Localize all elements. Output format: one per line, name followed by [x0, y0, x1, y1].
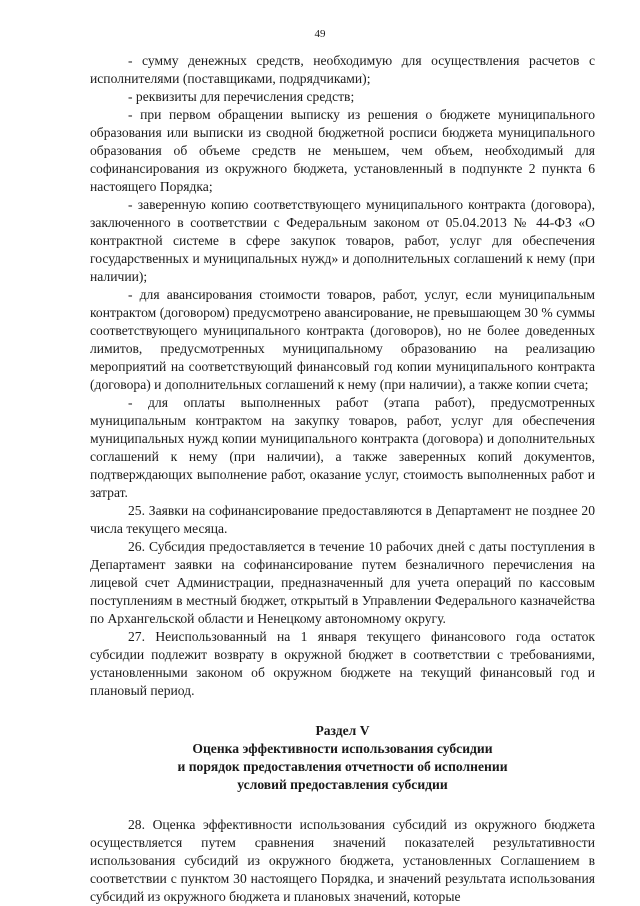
paragraph-item-28: 28. Оценка эффективности использования субсидий из окружного бюджета осуществляется путем сравнения значений показателей результативности использования субсидий из окружного бюджета, установленных Соглашением в соответствии с пунктом 30 настоящего Порядка, и значений результата использования субсидий из окружного бюджета и плановых значений, которые	[90, 817, 595, 904]
document-body	[90, 52, 595, 906]
section-label: Раздел V	[315, 723, 370, 738]
paragraph: - заверенную копию соответствующего муниципального контракта (договора), заключенного в соответствии с Федеральным законом от 05.04.2013 № 44-ФЗ «О контрактной системе в сфере закупок товаров, работ, услуг для обеспечения государственных и муниципальных нужд» и дополнительных соглашений к нему (при наличии);	[90, 197, 595, 284]
section-title-line: Оценка эффективности использования субсидии	[192, 741, 493, 756]
paragraph-item-25: 25. Заявки на софинансирование предоставляются в Департамент не позднее 20 числа текущего месяца.	[90, 503, 595, 536]
section-header	[90, 722, 595, 794]
section-title-line: и порядок предоставления отчетности об исполнении	[177, 759, 508, 774]
paragraph: - при первом обращении выписку из решения о бюджете муниципального образования или выписки из сводной бюджетной росписи бюджета муниципального образования об объеме средств не меньшем, чем объем, необходимый для софинансирования из окружного бюджета, установленный в подпункте 2 пункта 6 настоящего Порядка;	[90, 107, 595, 194]
paragraph-item-26: 26. Субсидия предоставляется в течение 10 рабочих дней с даты поступления в Департамент заявки на софинансирование путем безналичного перечисления на лицевой счет Администрации, предназначенный для учета операций по кассовым поступлениям в местный бюджет, открытый в Управлении Федерального казначейства по Архангельской области и Ненецкому автономному округу.	[90, 539, 595, 626]
paragraph: - для авансирования стоимости товаров, работ, услуг, если муниципальным контрактом (договором) предусмотрено авансирование, не превышающем 30 % суммы соответствующего муниципального контракта (договоров), но не более доведенных лимитов, предусмотренных муниципальному образованию на реализацию мероприятий на соответствующий финансовый год копии муниципального контракта (договора) и дополнительных соглашений к нему (при наличии), а также копии счета;	[90, 287, 595, 392]
page-number: 49	[314, 28, 326, 40]
section-title-line: условий предоставления субсидии	[237, 777, 448, 792]
paragraph-item-27: 27. Неиспользованный на 1 января текущего финансового года остаток субсидии подлежит возврату в окружной бюджет в соответствии с требованиями, установленными законом об окружном бюджете на текущий финансовый год и плановый период.	[90, 629, 595, 698]
paragraph: - сумму денежных средств, необходимую для осуществления расчетов с исполнителями (поставщиками, подрядчиками);	[90, 53, 595, 86]
paragraph: - для оплаты выполненных работ (этапа работ), предусмотренных муниципальным контрактом на закупку товаров, работ, услуг для обеспечения муниципальных нужд копии муниципального контракта (договора) и дополнительных соглашений к нему (при наличии), а также заверенных копий документов, подтверждающих выполнение работ, оказание услуг, стоимость выполненных работ и затрат.	[90, 395, 595, 500]
paragraph: - реквизиты для перечисления средств;	[128, 89, 355, 104]
